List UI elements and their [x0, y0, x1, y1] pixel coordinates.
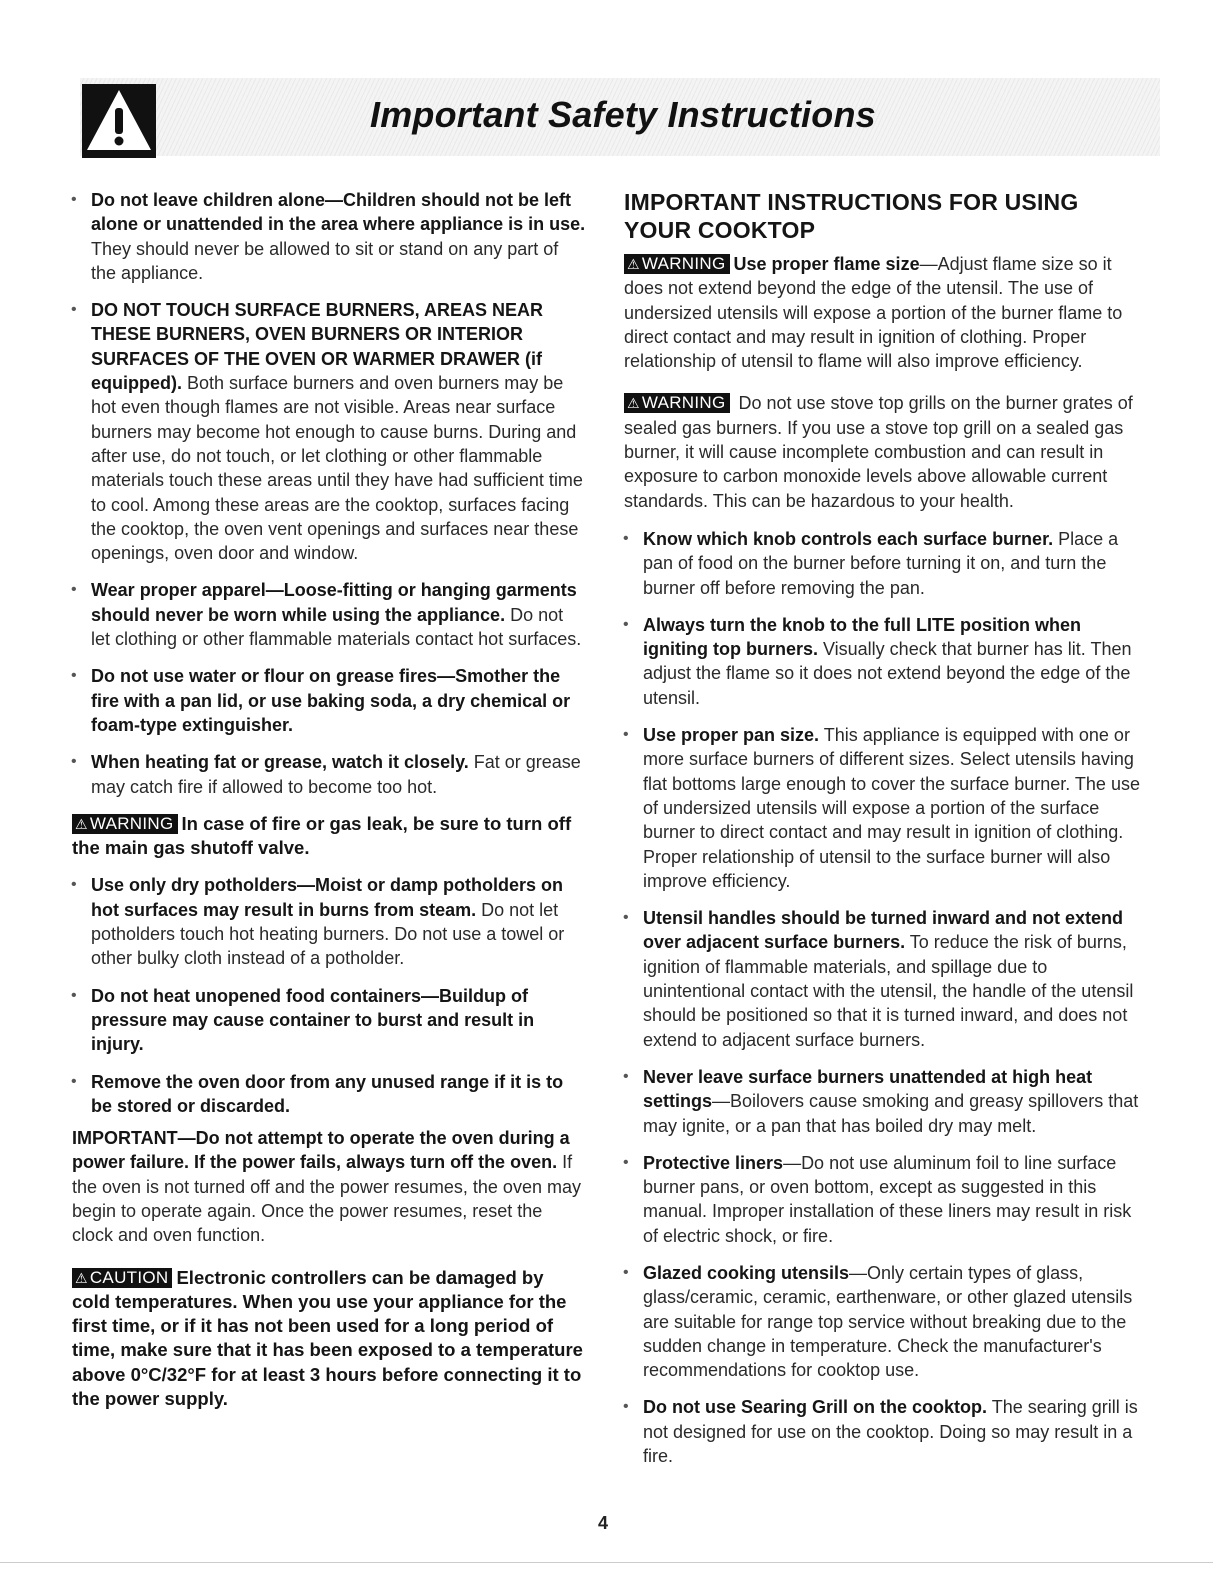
warning-triangle-icon: ⚠ — [627, 256, 640, 272]
important-notice — [72, 1126, 586, 1247]
bullet-bold-text: Utensil handles should be turned inward and not extend over adjacent surface burners. — [643, 908, 1124, 953]
bullet-bold-text: Remove the oven door from any unused range if it is to be stored or discarded. — [91, 1071, 564, 1116]
bullet-bold-text: Know which knob controls each surface burner. — [643, 528, 1054, 549]
bullet-bold-text: Do not leave children alone—Children should not be left alone or unattended in the area where appliance is in use. — [91, 190, 586, 235]
list-item — [72, 873, 586, 970]
badge-label: WARNING — [641, 254, 726, 273]
bullet-bold-text: DO NOT TOUCH SURFACE BURNERS, AREAS NEAR THESE BURNERS, OVEN BURNERS OR INTERIOR SURFACES OF THE OVEN OR WARMER DRAWER (if equipped). — [91, 300, 544, 394]
warning-triangle-icon: ⚠ — [627, 395, 640, 412]
list-item — [624, 1065, 1146, 1138]
bullet-text: —Only certain types of glass, glass/ceramic, ceramic, earthenware, or other glazed utensils are suitable for range top service without breaking due to the sudden change in temperature. Check the manufacturer's recommendations for cooktop use. — [643, 1262, 1133, 1381]
list-item — [624, 1151, 1146, 1248]
bullet-bold-text: Protective liners — [643, 1152, 784, 1173]
warning-bold-text: Use proper flame size — [733, 254, 920, 274]
list-item — [624, 527, 1146, 600]
bullet-text: To reduce the risk of burns, ignition of flammable materials, and spillage due to unintentional contact with the utensil, the handle of the utensil should be positioned so that it is turned inward, and does not extend to adjacent surface burners. — [643, 932, 1134, 1050]
bullet-text: Fat or grease may catch fire if allowed to become too hot. — [91, 752, 581, 797]
bullet-bold-text: When heating fat or grease, watch it closely. — [91, 752, 469, 773]
list-item — [72, 1070, 586, 1119]
bullet-text: Both surface burners and oven burners may be hot even though flames are not visible. Areas near surface burners may become hot enough to cause burns. During and after use, do not touch, or let clothing or other flammable materials touch these areas until they have had sufficient time to cool. Among these areas are the cooktop, surfaces facing the cooktop, the oven vent openings and surfaces near these openings, oven door and window. — [91, 373, 583, 564]
list-item — [72, 298, 586, 565]
warning-text: Do not use stove top grills on the burner grates of sealed gas burners. If you use a stove top grill on a sealed gas burner, it will cause incomplete combustion and can result in exposure to carbon monoxide levels above allowable current standards. This can be hazardous to your health. — [624, 393, 1133, 511]
divider — [0, 1562, 1213, 1563]
bullet-bold-text: Always turn the knob to the full LITE position when igniting top burners. — [643, 614, 1081, 660]
list-item — [72, 578, 586, 651]
important-text: If the oven is not turned off and the power resumes, the oven may begin to operate again. Once the power resumes, reset the clock and oven function. — [72, 1152, 581, 1246]
list-item — [624, 1395, 1146, 1468]
warning-notice — [624, 391, 1146, 512]
badge-label: CAUTION — [89, 1267, 169, 1287]
caution-badge — [72, 1268, 172, 1288]
section-heading: IMPORTANT INSTRUCTIONS FOR USING YOUR COOKTOP — [624, 189, 1079, 243]
warning-badge — [72, 814, 178, 834]
bullet-bold-text: Do not use Searing Grill on the cooktop. — [643, 1397, 988, 1418]
bullet-bold-text: Never leave surface burners unattended at high heat settings — [643, 1066, 1093, 1112]
list-item — [72, 984, 586, 1057]
bullet-text: The searing grill is not designed for use on the cooktop. Doing so may result in a fire. — [643, 1397, 1138, 1467]
warning-triangle-icon: ⚠ — [75, 1269, 88, 1286]
warning-notice — [624, 252, 1146, 373]
bullet-text: Place a pan of food on the burner before turning it on, and turn the burner off before removing the pan. — [643, 528, 1119, 598]
important-bold-text: IMPORTANT—Do not attempt to operate the oven during a power failure. If the power fails, always turn off the oven. — [72, 1128, 570, 1173]
right-column — [624, 188, 1146, 1481]
bullet-text: Do not let potholders touch hot heating burners. Do not use a towel or other bulky cloth instead of a potholder. — [91, 899, 565, 969]
bullet-bold-text: Use proper pan size. — [643, 725, 820, 746]
warning-badge — [624, 254, 730, 274]
page-title: Important Safety Instructions — [370, 94, 876, 135]
bullet-bold-text: Do not use water or flour on grease fires—Smother the fire with a pan lid, or use baking soda, a dry chemical or foam-type extinguisher. — [91, 666, 571, 735]
badge-label: WARNING — [641, 393, 726, 413]
bullet-text: Do not let clothing or other flammable materials contact hot surfaces. — [91, 604, 582, 650]
bullet-text: This appliance is equipped with one or more surface burners of different sizes. Select utensils having flat bottoms large enough to cover the surface burner. The use of undersized utensils will expose a portion of the surface burner to direct contact and may result in ignition of clothing. Proper relationship of utensil to the surface burner will also improve efficiency. — [643, 725, 1140, 891]
list-item — [624, 1261, 1146, 1382]
bullet-text: —Boilovers cause smoking and greasy spillovers that may ignite, or a pan that has boiled dry may melt. — [643, 1091, 1139, 1136]
warning-exclamation-icon — [82, 84, 156, 158]
list-item — [72, 188, 586, 285]
list-item — [624, 723, 1146, 893]
warning-text: In case of fire or gas leak, be sure to turn off the main gas shutoff valve. — [72, 812, 572, 859]
bullet-text: —Do not use aluminum foil to line surface burner pans, or oven bottom, except as suggested in this manual. Improper installation of these liners may result in risk of electric shock, or fire. — [643, 1152, 1132, 1246]
list-item — [72, 664, 586, 737]
bullet-bold-text: Wear proper apparel—Loose-fitting or hanging garments should never be worn while using the appliance. — [91, 580, 577, 625]
bullet-bold-text: Do not heat unopened food containers—Buildup of pressure may cause container to burst and result in injury. — [91, 985, 535, 1055]
bullet-text: They should never be allowed to sit or stand on any part of the appliance. — [91, 238, 559, 283]
bullet-bold-text: Glazed cooking utensils — [643, 1262, 850, 1283]
bullet-text: Visually check that burner has lit. Then adjust the flame so it does not extend beyond the edge of the utensil. — [643, 639, 1132, 708]
page-header — [80, 70, 1160, 160]
warning-text: —Adjust flame size so it does not extend beyond the edge of the utensil. The use of undersized utensils will expose a portion of the burner flame to direct contact and may result in ignition of clothing. Proper relationship of utensil to flame will also improve efficiency. — [624, 254, 1123, 372]
page-number: 4 — [598, 1513, 609, 1533]
left-column — [72, 188, 586, 1424]
list-item — [624, 613, 1146, 710]
list-item — [624, 906, 1146, 1052]
warning-notice — [72, 812, 586, 861]
list-item — [72, 750, 586, 799]
bullet-bold-text: Use only dry potholders—Moist or damp potholders on hot surfaces may result in burns from steam. — [91, 875, 564, 920]
warning-badge — [624, 393, 730, 413]
caution-notice — [72, 1266, 586, 1412]
caution-text: Electronic controllers can be damaged by cold temperatures. When you use your appliance for the first time, or if it has not been used for a long period of time, make sure that it has been exposed to a temperature above 0°C/32°F for at least 3 hours before connecting it to the power supply. — [72, 1266, 583, 1410]
warning-triangle-icon: ⚠ — [75, 815, 88, 832]
badge-label: WARNING — [89, 813, 174, 833]
